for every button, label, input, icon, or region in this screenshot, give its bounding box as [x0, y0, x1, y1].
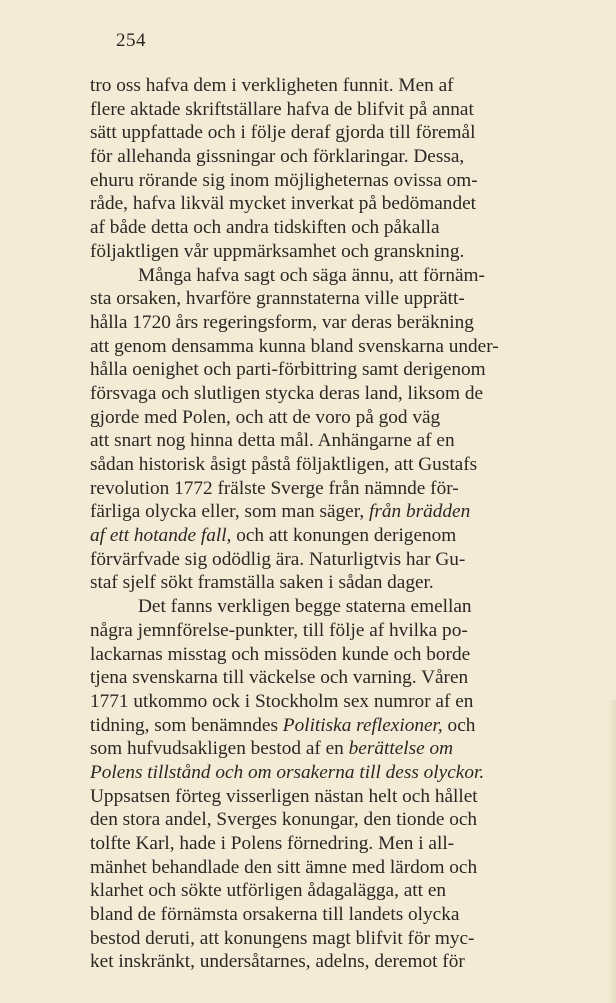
text-line: tro oss hafva dem i verkligheten funnit. Men af [90, 75, 454, 96]
text-segment: som hufvudsakligen bestod af en [90, 738, 349, 760]
italic-phrase: Politiska reflexioner, [282, 714, 443, 736]
text-line: hålla oenighet och parti-förbittring samt derigenom [90, 359, 486, 381]
text-line: flere aktade skriftställare hafva de blifvit på annat [90, 98, 474, 120]
text-line: förvärfvade sig odödlig ära. Naturligtvis har Gu- [90, 548, 466, 570]
text-line: att snart nog hinna detta mål. Anhängarne af en [90, 430, 455, 452]
text-line [90, 524, 588, 548]
text-line: sta orsaken, hvarföre grannstaterna ville upprätt- [90, 288, 465, 310]
text-line: Många hafva sagt och säga ännu, att förnäm- [138, 264, 485, 286]
text-line [90, 761, 588, 785]
text-line: sådan historisk åsigt påstå följaktligen, att Gustafs [90, 454, 478, 475]
text-line: bestod deruti, att konungens magt blifvit för myc- [90, 927, 475, 949]
text-line: för allehanda gissningar och förklaringar. Dessa, [90, 146, 465, 168]
text-line: gjorde med Polen, och att de voro på god väg [90, 406, 441, 428]
text-segment: färliga olycka eller, som man säger, [90, 501, 369, 523]
text-line [90, 714, 588, 738]
italic-phrase: Polens tillstånd och om orsakerna till dess olyckor. [90, 761, 485, 783]
text-line: att genom densamma kunna bland svenskarna under- [90, 335, 499, 357]
text-line: tolfte Karl, hade i Polens förnedring. Men i all- [90, 833, 455, 854]
body-text [90, 74, 588, 974]
page-number: 254 [116, 30, 146, 51]
text-segment: och att konungen derigenom [231, 525, 457, 547]
text-segment: tidning, som benämndes [90, 714, 283, 736]
text-line: ket inskränkt, undersåtarnes, adelns, deremot för [90, 951, 465, 973]
text-line [90, 500, 588, 524]
text-segment: och [442, 714, 476, 736]
text-line: 1771 utkommo ock i Stockholm sex numror af en [90, 690, 474, 712]
text-line: mänhet behandlade den sitt ämne med lärdom och [90, 856, 478, 878]
text-line: råde, hafva likväl mycket inverkat på bedömandet [90, 193, 477, 215]
text-line: klarhet och sökte utförligen ådagalägga, att en [90, 880, 447, 902]
italic-phrase: af ett hotande fall, [90, 525, 232, 547]
text-line: den stora andel, Sverges konungar, den tionde och [90, 809, 478, 831]
text-line: tjena svenskarna till väckelse och varning. Våren [90, 667, 469, 689]
text-line: ehuru rörande sig inom möjligheternas ovissa om- [90, 169, 478, 191]
text-line: några jemnförelse-punkter, till följe af hvilka po- [90, 619, 468, 641]
text-line: följaktligen vår uppmärksamhet och granskning. [90, 240, 465, 262]
text-line: bland de förnämsta orsakerna till landets olycka [90, 904, 460, 926]
text-line: hålla 1720 års regeringsform, var deras beräkning [90, 311, 474, 333]
text-line: revolution 1772 frälste Sverge från nämnde för- [90, 477, 459, 499]
text-line: lackarnas misstag och missöden kunde och borde [90, 643, 471, 665]
text-line [90, 737, 588, 761]
italic-phrase: från brädden [369, 501, 471, 523]
text-line: Uppsatsen förteg visserligen nästan helt och hållet [90, 785, 478, 807]
text-line: staf sjelf sökt framställa saken i sådan dager. [90, 572, 434, 594]
italic-phrase: berättelse om [348, 738, 454, 760]
text-line: sätt uppfattade och i följe deraf gjorda till föremål [90, 122, 476, 144]
page-edge-shadow [608, 700, 616, 1003]
text-line: försvaga och slutligen stycka deras land, liksom de [90, 382, 484, 404]
text-line: Det fanns verkligen begge staterna emellan [138, 596, 472, 618]
text-line: af både detta och andra tidskiften och påkalla [90, 217, 440, 239]
